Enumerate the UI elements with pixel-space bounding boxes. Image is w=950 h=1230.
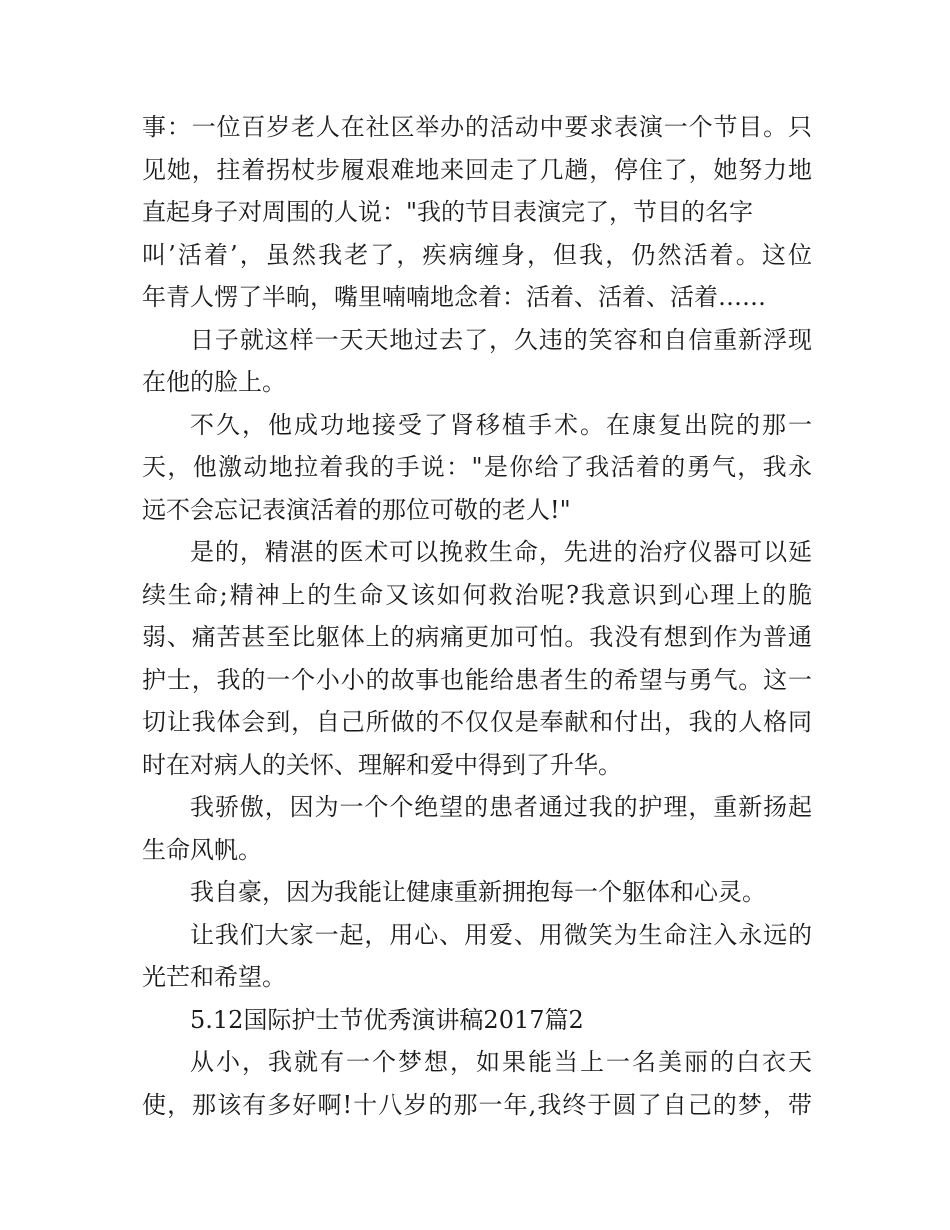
text-line: 5.12国际护士节优秀演讲稿2017篇2 [190, 1005, 584, 1034]
text-line: 见她，拄着拐杖步履艰难地来回走了几趟，停住了，她努力地 [142, 155, 812, 184]
text-line: 远不会忘记表演活着的那位可敬的老人!" [142, 495, 571, 524]
text-line: 我骄傲，因为一个个绝望的患者通过我的护理，重新扬起 [190, 793, 812, 821]
text-line: 让我们大家一起，用心、用爱、用微笑为生命注入永远的 [190, 920, 812, 949]
text-line: 生命风帆。 [142, 835, 262, 864]
text-line: 时在对病人的关怀、理解和爱中得到了升华。 [142, 750, 622, 779]
text-line: 使，那该有多好啊!十八岁的那一年,我终于圆了自己的梦，带 [142, 1090, 812, 1119]
text-line: 续生命;精神上的生命又该如何救治呢?我意识到心理上的脆 [142, 580, 812, 609]
text-line: 天，他激动地拉着我的手说："是你给了我活着的勇气，我永 [142, 453, 812, 481]
text-line: 弱、痛苦甚至比躯体上的病痛更加可怕。我没有想到作为普通 [142, 623, 812, 651]
text-line: 护士，我的一个小小的故事也能给患者生的希望与勇气。这一 [142, 665, 812, 694]
text-line: 日子就这样一天天地过去了，久违的笑容和自信重新浮现 [190, 325, 812, 354]
document-body [142, 106, 812, 1126]
text-line: 直起身子对周围的人说："我的节目表演完了，节目的名字 [142, 198, 754, 226]
text-line: 切让我体会到，自己所做的不仅仅是奉献和付出，我的人格同 [142, 708, 812, 736]
text-line: 是的，精湛的医术可以挽救生命，先进的治疗仪器可以延 [190, 538, 812, 566]
text-line: 我自豪，因为我能让健康重新拥抱每一个躯体和心灵。 [190, 878, 766, 906]
text-line: 事：一位百岁老人在社区举办的活动中要求表演一个节目。只 [142, 113, 812, 141]
text-line: 不久，他成功地接受了肾移植手术。在康复出院的那一 [190, 410, 812, 439]
text-line: 光芒和希望。 [142, 963, 286, 991]
text-line: 叫’活着’，虽然我老了，疾病缠身，但我，仍然活着。这位 [142, 240, 812, 269]
text-line: 年青人愣了半晌，嘴里喃喃地念着：活着、活着、活着…… [142, 283, 766, 311]
text-line: 在他的脸上。 [142, 368, 286, 396]
text-line: 从小，我就有一个梦想，如果能当上一名美丽的白衣天 [190, 1048, 812, 1076]
